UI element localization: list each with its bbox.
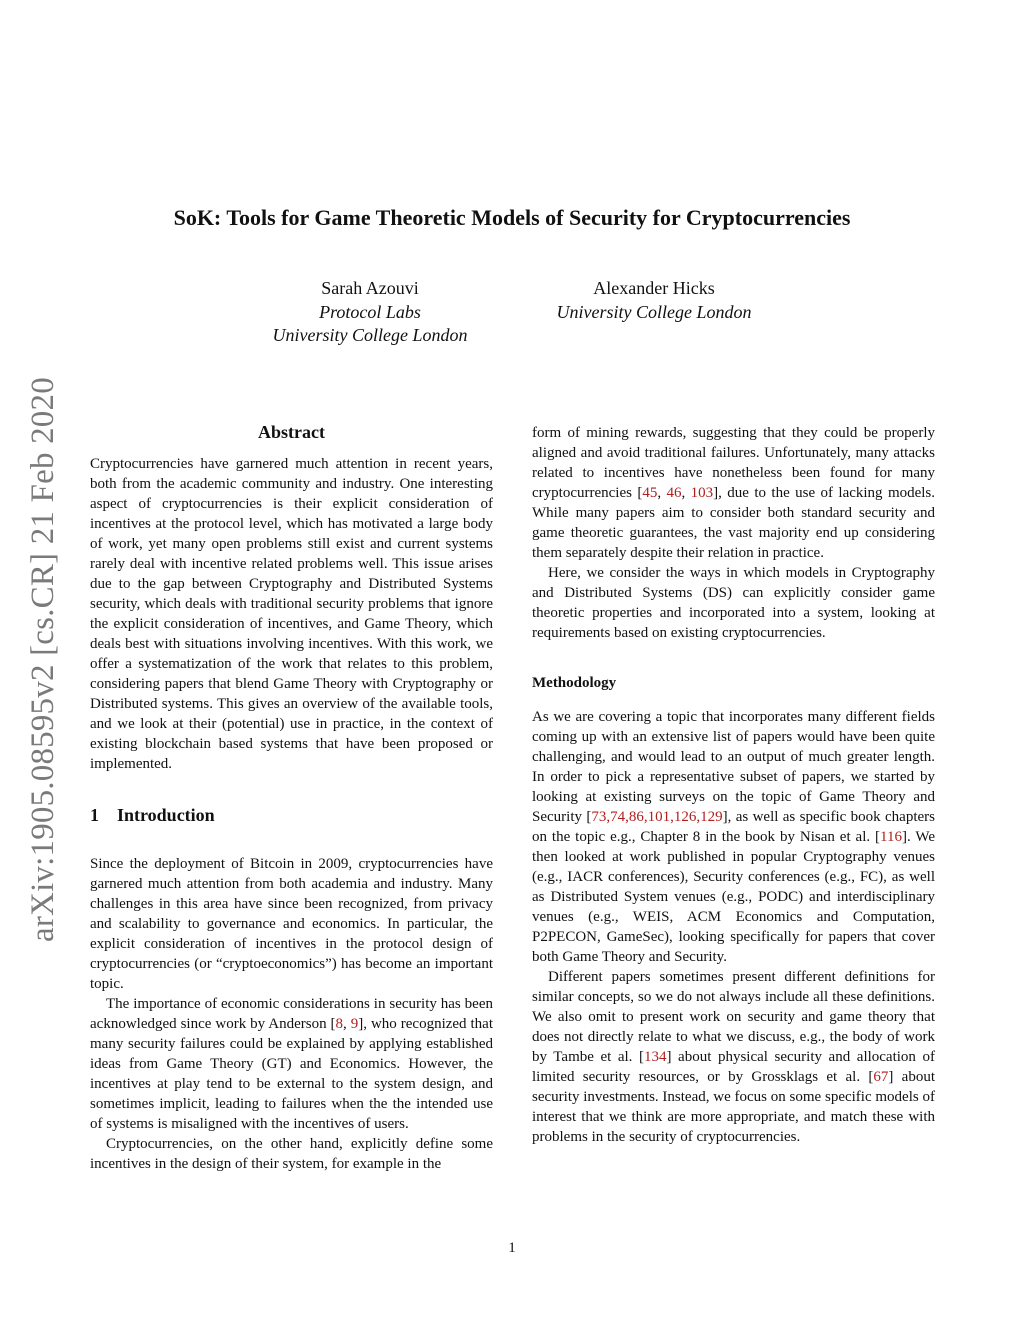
citation-link[interactable]: 45 [642,485,658,501]
citation-link[interactable]: 103 [690,485,714,501]
paragraph: form of mining rewards, suggesting that they could be properly aligned and avoid traditional failures. Unfortunately, many attacks related to incentives have nonetheless been found for many cryptocurrencies [45, 46, 103], due to the use of lacking models. While many papers aim to consider both standard security and game theoretic guarantees, the vast majority end up considering them separately despite their relation in practice. [532,425,936,561]
citation-link[interactable]: 46 [666,485,682,501]
section-title: Introduction [117,805,215,825]
author-name: Sarah Azouvi [321,278,419,298]
author-block [245,277,495,348]
section-heading [90,803,493,827]
right-column [532,423,935,1147]
author-block [529,277,779,324]
abstract-heading: Abstract [258,422,325,442]
paper-title: SoK: Tools for Game Theoretic Models of Security for Cryptocurrencies [173,205,851,230]
paragraph: The importance of economic considerations in security has been acknowledged since work by Anderson [8, 9], who recognized that many security failures could be explained by applying established ideas from Game Theory (GT) and Economics. However, the incentives at play tend to be external to the system design, and sometimes implicit, leading to failures when the the intended use of systems is misaligned with the incentives of users. [90,996,493,1132]
citation-link[interactable]: 67 [873,1069,889,1085]
author-name: Alexander Hicks [593,278,715,298]
author-affiliation: University College London [556,301,752,322]
paragraph: Cryptocurrencies, on the other hand, explicitly define some incentives in the design of their system, for example in the [90,1136,493,1172]
citation-link[interactable]: 73,74,86,101,126,129 [591,809,723,825]
citation-link[interactable]: 116 [880,829,902,845]
citation-link[interactable]: 9 [350,1016,359,1032]
paragraph: Here, we consider the ways in which models in Cryptography and Distributed Systems (DS) can explicitly consider game theoretic properties and incorporated into a system, looking at requirements based on existing cryptocurrencies. [532,565,935,641]
arxiv-identifier: arXiv:1905.08595v2 [cs.CR] 21 Feb 2020 [25,377,61,942]
abstract-text: Cryptocurrencies have garnered much attention in recent years, both from the academic community and industry. One interesting aspect of cryptocurrencies is their explicit consideration of incentives at the protocol level, which has motivated a large body of work, yet many open problems still exist and current systems rarely deal with incentive related problems well. This issue arises due to the gap between Cryptography and Distributed Systems security, which deals with traditional security problems that ignore the explicit consideration of incentives, and Game Theory, which deals best with situations involving incentives. With this work, we offer a systematization of the work that relates to this problem, considering papers that blend Game Theory with Cryptography or Distributed systems. This gives an overview of the available tools, and we look at their (potential) use in practice, in the context of existing blockchain based systems that have been proposed or implemented. [90,456,493,772]
citation-link[interactable]: 8 [335,1016,344,1032]
paragraph: Since the deployment of Bitcoin in 2009, cryptocurrencies have garnered much attention from both academia and industry. Many challenges in this area have since been recognized, from privacy and scalability to governance and economics. In particular, the explicit consideration of incentives in the protocol design of cryptocurrencies (or “cryptoeconomics”) has become an important topic. [90,856,493,992]
author-affiliation: Protocol Labs [319,301,421,322]
paragraph: Different papers sometimes present different definitions for similar concepts, so we do not always include all these definitions. We also omit to present work on security and game theory that does not directly relate to what we discuss, e.g., the body of work by Tambe et al. [134] about physical security and allocation of limited security resources, or by Grossklags et al. [67] about security investments. Instead, we focus on some specific models of interest that we think are more appropriate, and match these with problems in the security of cryptocurrencies. [532,969,936,1145]
author-affiliation: University College London [272,325,468,345]
paragraph: As we are covering a topic that incorporates many different fields coming up with an extensive list of papers would have been quite challenging, and would lead to an output of much greater length. In order to pick a representative subset of papers, we started by looking at existing surveys on the topic of Game Theory and Security [73,74,86,101,126,129], as well as specific book chapters on the topic e.g., Chapter 8 in the book by Nisan et al. [116]. We then looked at work published in popular Cryptography venues (e.g., IACR conferences), Security conferences (e.g., FC), as well as Distributed System venues (e.g., PODC) and interdisciplinary venues (e.g., WEIS, ACM Economics and Computation, P2PECON, GameSec), looking specifically for papers that cover both Game Theory and Security. [532,709,936,965]
citation-link[interactable]: 134 [644,1049,667,1065]
section-number: 1 [90,805,99,825]
left-column [90,420,493,1174]
subsection-heading: Methodology [532,675,617,691]
page-number: 1 [508,1240,516,1256]
